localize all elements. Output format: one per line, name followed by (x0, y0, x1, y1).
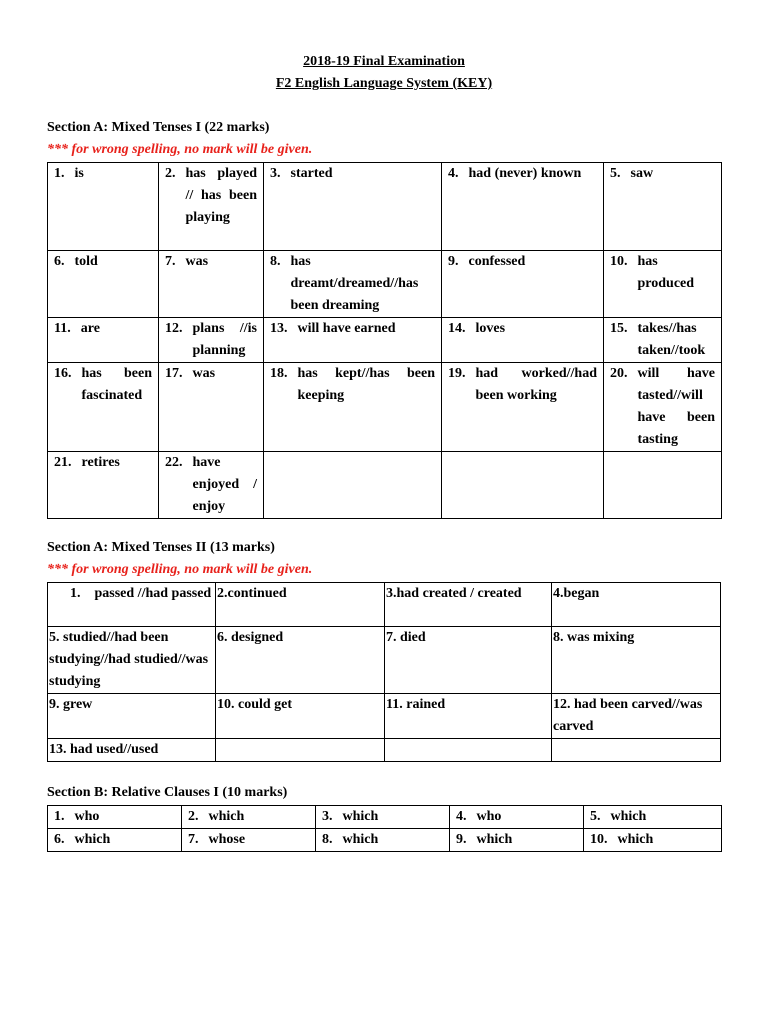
question-number: 1. (70, 586, 81, 601)
question-number: 8. (322, 832, 333, 847)
answer-cell (48, 452, 159, 519)
table-row (48, 829, 722, 852)
section-a1-heading: Section A: Mixed Tenses I (22 marks) (47, 120, 270, 135)
answer-text: 9. grew (49, 697, 93, 712)
answer-cell (159, 318, 264, 363)
answer-cell (552, 694, 721, 739)
answer-text: which (208, 809, 245, 824)
table-row (48, 583, 721, 627)
answer-cell (316, 806, 450, 829)
answer-text: has produced (637, 254, 695, 291)
answer-cell (216, 694, 385, 739)
answer-cell (48, 583, 216, 627)
question-number: 14. (448, 321, 466, 336)
answer-cell (159, 163, 264, 251)
table-row (48, 163, 722, 251)
question-number: 10. (590, 832, 608, 847)
section-a2-heading: Section A: Mixed Tenses II (13 marks) (47, 540, 275, 555)
answer-text: passed //had passed (94, 586, 212, 601)
answer-cell (442, 163, 604, 251)
answer-cell (450, 829, 584, 852)
table-row (48, 318, 722, 363)
answer-text: which (342, 809, 379, 824)
question-number: 2. (165, 166, 176, 181)
answer-cell (552, 627, 721, 694)
answer-cell (159, 251, 264, 318)
question-number: 6. (54, 832, 65, 847)
answer-cell (604, 163, 722, 251)
answer-text: which (610, 809, 647, 824)
answer-cell (48, 829, 182, 852)
answer-cell (264, 452, 442, 519)
table-row (48, 739, 721, 762)
answer-text: will have tasted//will have been tasting (637, 366, 715, 447)
answer-cell (450, 806, 584, 829)
question-number: 11. (54, 321, 71, 336)
answer-text: takes//has taken//took (637, 321, 706, 358)
table-row (48, 363, 722, 452)
question-number: 17. (165, 366, 183, 381)
answer-text: was (185, 254, 209, 269)
answer-cell (264, 251, 442, 318)
question-number: 6. (54, 254, 65, 269)
section-a1-table (47, 162, 722, 519)
section-a2-table (47, 582, 721, 762)
answer-cell (159, 452, 264, 519)
table-row (48, 452, 722, 519)
answer-text: 5. studied//had been studying//had studied//was studying (49, 630, 209, 689)
answer-cell (264, 163, 442, 251)
answer-text: which (617, 832, 654, 847)
answer-text: retires (81, 455, 120, 470)
answer-text: has been fascinated (81, 366, 152, 403)
answer-cell (216, 627, 385, 694)
answer-text: 6. designed (217, 630, 284, 645)
answer-cell (584, 806, 722, 829)
question-number: 21. (54, 455, 72, 470)
answer-text: 4.began (553, 586, 600, 601)
answer-cell (604, 363, 722, 452)
answer-text: saw (630, 166, 654, 181)
answer-cell (264, 363, 442, 452)
answer-cell (442, 251, 604, 318)
answer-cell (604, 452, 722, 519)
question-number: 5. (610, 166, 621, 181)
question-number: 22. (165, 455, 183, 470)
question-number: 1. (54, 166, 65, 181)
answer-cell (442, 318, 604, 363)
answer-text: is (74, 166, 84, 181)
question-number: 12. (165, 321, 183, 336)
answer-cell (48, 627, 216, 694)
exam-subtitle: F2 English Language System (KEY) (275, 76, 493, 91)
question-number: 4. (456, 809, 467, 824)
question-number: 9. (448, 254, 459, 269)
answer-text: 7. died (386, 630, 426, 645)
table-row (48, 806, 722, 829)
section-a2-note: *** for wrong spelling, no mark will be given. (47, 562, 313, 577)
answer-cell (316, 829, 450, 852)
answer-text: confessed (468, 254, 526, 269)
answer-cell (48, 739, 216, 762)
section-b-heading: Section B: Relative Clauses I (10 marks) (47, 785, 288, 800)
answer-text: which (74, 832, 111, 847)
answer-cell (385, 583, 552, 627)
answer-text: 8. was mixing (553, 630, 635, 645)
answer-text: have enjoyed / enjoy (192, 455, 257, 514)
answer-cell (48, 694, 216, 739)
question-number: 9. (456, 832, 467, 847)
question-number: 1. (54, 809, 65, 824)
question-number: 3. (270, 166, 281, 181)
question-number: 4. (448, 166, 459, 181)
question-number: 3. (322, 809, 333, 824)
answer-text: told (74, 254, 98, 269)
question-number: 5. (590, 809, 601, 824)
answer-cell (48, 163, 159, 251)
question-number: 18. (270, 366, 288, 381)
answer-cell (604, 318, 722, 363)
table-row (48, 251, 722, 318)
question-number: 13. (270, 321, 288, 336)
question-number: 7. (165, 254, 176, 269)
answer-text: has played // has been playing (185, 166, 257, 225)
answer-text: which (476, 832, 513, 847)
answer-cell (264, 318, 442, 363)
answer-cell (159, 363, 264, 452)
answer-cell (216, 739, 385, 762)
answer-text: loves (475, 321, 506, 336)
answer-cell (552, 739, 721, 762)
table-row (48, 627, 721, 694)
answer-text: whose (208, 832, 246, 847)
answer-text: was (192, 366, 216, 381)
section-a1-note: *** for wrong spelling, no mark will be given. (47, 142, 313, 157)
answer-cell (552, 583, 721, 627)
answer-text: plans //is planning (192, 321, 257, 358)
answer-text: will have earned (297, 321, 396, 336)
answer-text: 10. could get (217, 697, 293, 712)
answer-cell (385, 739, 552, 762)
question-number: 15. (610, 321, 628, 336)
answer-cell (604, 251, 722, 318)
answer-text: who (476, 809, 502, 824)
answer-text: 2.continued (217, 586, 287, 601)
answer-cell (216, 583, 385, 627)
answer-text: 12. had been carved//was carved (553, 697, 703, 734)
answer-cell (385, 627, 552, 694)
answer-cell (48, 251, 159, 318)
question-number: 7. (188, 832, 199, 847)
answer-cell (48, 363, 159, 452)
answer-text: 11. rained (386, 697, 446, 712)
question-number: 8. (270, 254, 281, 269)
answer-cell (182, 806, 316, 829)
answer-cell (48, 806, 182, 829)
answer-text: had worked//had been working (475, 366, 597, 403)
question-number: 2. (188, 809, 199, 824)
answer-text: started (290, 166, 333, 181)
answer-text: has kept//has been keeping (297, 366, 435, 403)
answer-cell (442, 363, 604, 452)
answer-text: are (80, 321, 100, 336)
exam-title: 2018-19 Final Examination (303, 54, 465, 69)
answer-cell (584, 829, 722, 852)
answer-text: who (74, 809, 100, 824)
answer-cell (182, 829, 316, 852)
answer-cell (385, 694, 552, 739)
question-number: 19. (448, 366, 466, 381)
question-number: 20. (610, 366, 628, 381)
question-number: 16. (54, 366, 72, 381)
answer-text: has dreamt/dreamed//has been dreaming (290, 254, 419, 313)
answer-text: which (342, 832, 379, 847)
table-row (48, 694, 721, 739)
section-b-table (47, 805, 722, 852)
answer-cell (48, 318, 159, 363)
answer-text: 13. had used//used (49, 742, 159, 757)
question-number: 10. (610, 254, 628, 269)
answer-text: 3.had created / created (386, 586, 522, 601)
answer-text: had (never) known (468, 166, 582, 181)
answer-cell (442, 452, 604, 519)
